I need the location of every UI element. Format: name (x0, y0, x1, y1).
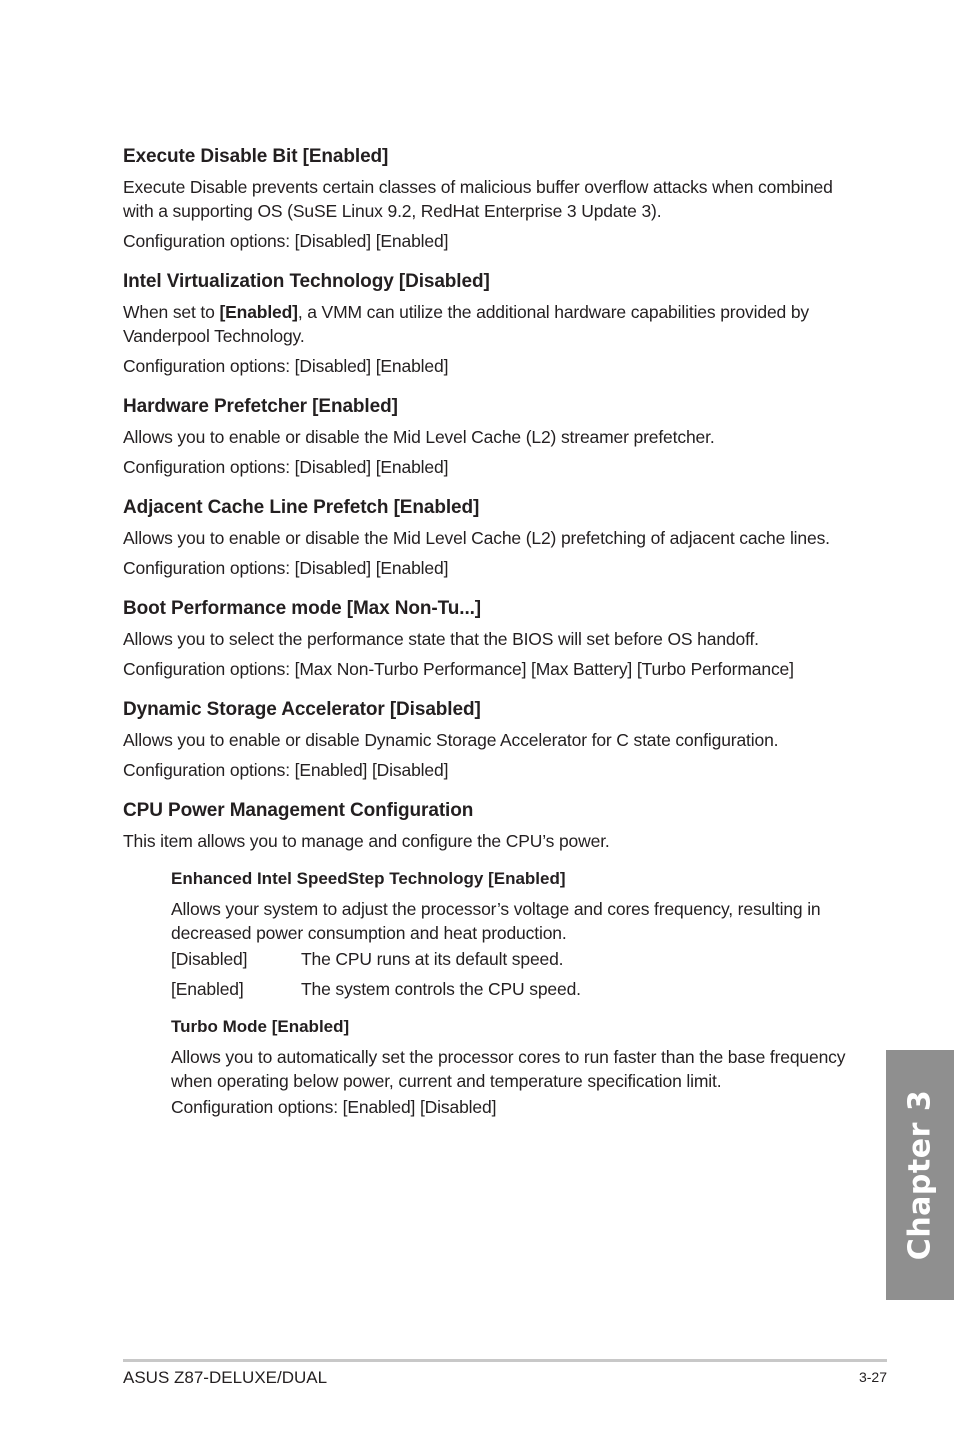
configuration-options: Configuration options: [Enabled] [Disabled] (171, 1097, 497, 1117)
section-description: Allows you to enable or disable the Mid Level Cache (L2) streamer prefetcher. (123, 427, 715, 447)
section-execute-disable-bit (123, 145, 853, 253)
section-description: Allows you to select the performance state that the BIOS will set before OS handoff. (123, 629, 759, 649)
section-description: Allows you to enable or disable Dynamic Storage Accelerator for C state configuration. (123, 730, 779, 750)
description-text: , a VMM can utilize the additional hardware capabilities provided by Vanderpool Technology. (123, 302, 810, 346)
section-heading: Boot Performance mode [Max Non-Tu...] (123, 598, 482, 619)
subsection-heading: Enhanced Intel SpeedStep Technology [Enabled] (171, 869, 566, 888)
footer-divider (123, 1359, 887, 1362)
option-key: [Disabled] (171, 949, 248, 969)
configuration-options: Configuration options: [Max Non-Turbo Performance] [Max Battery] [Turbo Performance] (123, 659, 794, 679)
section-cpu-power-management (123, 799, 853, 1119)
chapter-tab (886, 1050, 954, 1300)
option-description: The CPU runs at its default speed. (301, 949, 564, 969)
section-heading: Hardware Prefetcher [Enabled] (123, 396, 398, 417)
chapter-tab-label: Chapter 3 (902, 1089, 938, 1261)
option-key: [Enabled] (171, 979, 244, 999)
section-adjacent-cache-line-prefetch (123, 496, 853, 580)
section-heading: Dynamic Storage Accelerator [Disabled] (123, 699, 481, 720)
section-heading: CPU Power Management Configuration (123, 800, 474, 821)
section-hardware-prefetcher (123, 395, 853, 479)
footer-product-name: ASUS Z87-DELUXE/DUAL (123, 1368, 328, 1387)
section-heading: Adjacent Cache Line Prefetch [Enabled] (123, 497, 480, 518)
option-description: The system controls the CPU speed. (301, 979, 581, 999)
subsection-turbo-mode (171, 1015, 853, 1119)
configuration-options: Configuration options: [Disabled] [Enabled] (123, 558, 449, 578)
section-boot-performance-mode (123, 597, 853, 681)
subsection-description: Allows you to automatically set the processor cores to run faster than the base frequency when operating below power, current and temperature specification limit. (171, 1047, 846, 1091)
section-description: Allows you to enable or disable the Mid Level Cache (L2) prefetching of adjacent cache lines. (123, 528, 830, 548)
configuration-options: Configuration options: [Disabled] [Enabled] (123, 356, 449, 376)
option-row (171, 977, 853, 1001)
option-row (171, 947, 853, 971)
section-intel-virtualization (123, 270, 853, 378)
footer-page-number: 3-27 (858, 1369, 887, 1385)
configuration-options: Configuration options: [Enabled] [Disabled] (123, 760, 449, 780)
manual-content (123, 145, 853, 1119)
description-emphasis: [Enabled] (219, 302, 298, 322)
section-heading: Execute Disable Bit [Enabled] (123, 146, 389, 167)
section-description: This item allows you to manage and configure the CPU’s power. (123, 831, 610, 851)
configuration-options: Configuration options: [Disabled] [Enabled] (123, 231, 449, 251)
section-description: Execute Disable prevents certain classes of malicious buffer overflow attacks when combined with a supporting OS (SuSE Linux 9.2, RedHat Enterprise 3 Update 3). (123, 177, 833, 221)
subsection-enhanced-speedstep (171, 867, 853, 1001)
section-dynamic-storage-accelerator (123, 698, 853, 782)
section-heading: Intel Virtualization Technology [Disabled] (123, 271, 490, 292)
subsection-heading: Turbo Mode [Enabled] (171, 1017, 350, 1036)
section-description (123, 300, 853, 348)
subsection-description: Allows your system to adjust the processor’s voltage and cores frequency, resulting in decreased power consumption and heat production. (171, 899, 821, 943)
description-text: When set to (123, 302, 220, 322)
configuration-options: Configuration options: [Disabled] [Enabled] (123, 457, 449, 477)
